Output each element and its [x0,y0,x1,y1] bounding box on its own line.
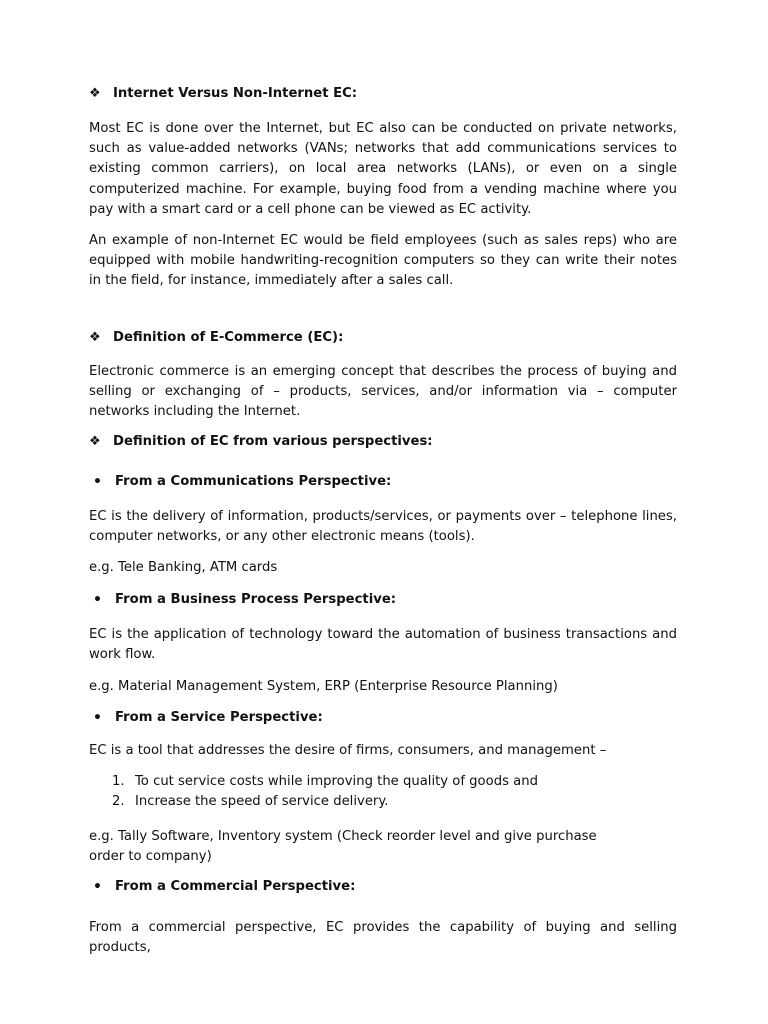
bullet-icon: • [93,710,102,726]
heading-internet-vs-non-internet: ❖ Internet Versus Non-Internet EC: [89,86,358,101]
subheading-communications: • From a Communications Perspective: [93,474,392,490]
subheading-service: • From a Service Perspective: [93,710,323,726]
subheading-commercial: • From a Commercial Perspective: [93,879,356,895]
example-service: e.g. Tally Software, Inventory system (Check reorder level and give purchase order to company) [89,829,597,865]
subheading-business-process: • From a Business Process Perspective: [93,592,397,608]
diamond-bullet-icon: ❖ [89,434,101,449]
heading-perspectives: ❖ Definition of EC from various perspectives: [89,434,433,449]
bullet-icon: • [93,474,102,490]
paragraph-definition-ec: Electronic commerce is an emerging concept that describes the process of buying and selling or exchanging of – products, services, and/or information via – computer networks including the Internet. [89,364,677,420]
bullet-icon: • [93,879,102,895]
example-communications: e.g. Tele Banking, ATM cards [89,560,278,575]
diamond-bullet-icon: ❖ [89,86,101,101]
list-item: 2. Increase the speed of service delivery. [112,794,389,809]
example-business-process: e.g. Material Management System, ERP (Enterprise Resource Planning) [89,679,558,694]
bullet-icon: • [93,592,102,608]
list-item: 1. To cut service costs while improving the quality of goods and [112,774,538,789]
heading-definition-ec: ❖ Definition of E-Commerce (EC): [89,330,344,345]
diamond-bullet-icon: ❖ [89,330,101,345]
paragraph-commercial: From a commercial perspective, EC provides the capability of buying and selling products, [89,920,677,956]
paragraph-service: EC is a tool that addresses the desire of firms, consumers, and management – [89,743,607,758]
paragraph-business-process: EC is the application of technology toward the automation of business transactions and work flow. [89,627,677,663]
paragraph-communications: EC is the delivery of information, products/services, or payments over – telephone lines, computer networks, or any other electronic means (tools). [89,509,677,545]
paragraph-internet-ec: Most EC is done over the Internet, but EC also can be conducted on private networks, such as value-added networks (VANs; networks that add communications services to existing common carriers), on local area networks (LANs), or even on a single computerized machine. For example, buying food from a vending machine where you pay with a smart card or a cell phone can be viewed as EC activity. [89,121,677,217]
paragraph-non-internet-example: An example of non-Internet EC would be field employees (such as sales reps) who are equipped with mobile handwriting-recognition computers so they can write their notes in the field, for instance, immediately after a sales call. [89,233,677,289]
